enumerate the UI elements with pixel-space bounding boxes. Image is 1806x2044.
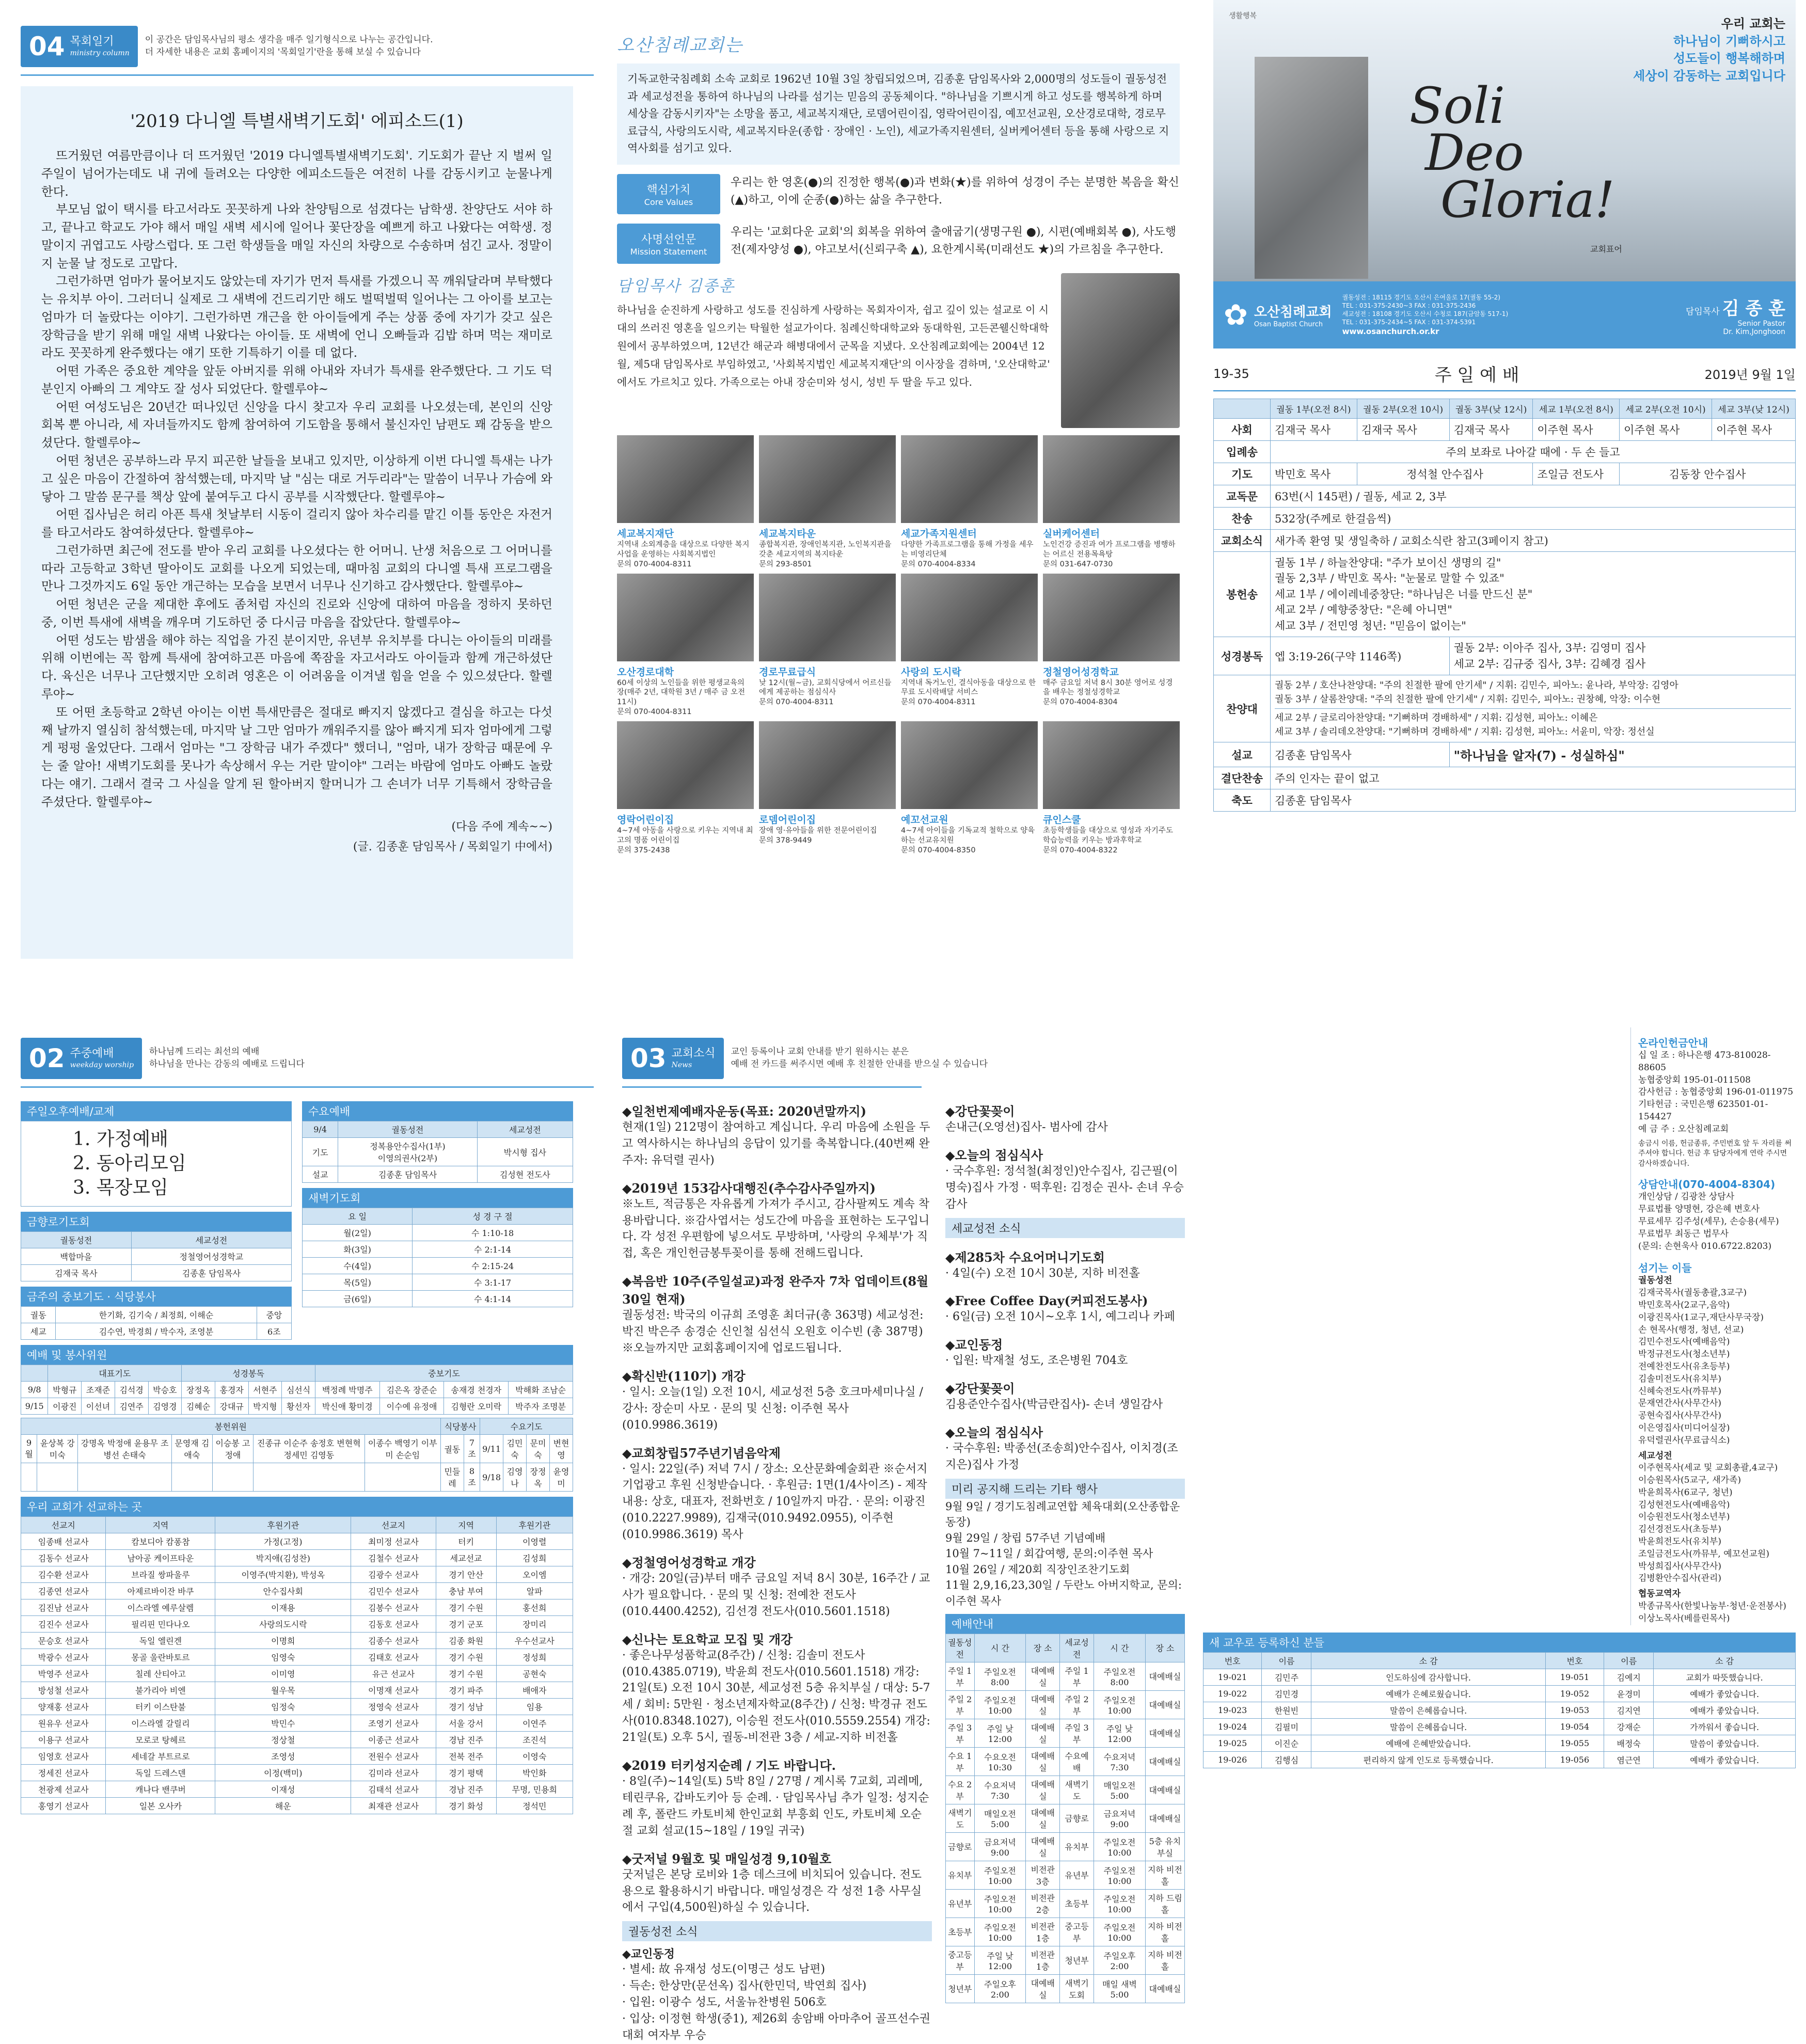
weekday-worship-page: 02 주중예배 weekday worship 하나님께 드리는 최선의 예배 하나님을 만나는 감동의 예배로 드립니다 주일오후예배/교제 1. 가정예배 2. 동아리모임 3. 목장모임 금향로기도회 궐동성전 세교성전 백합마을 정철영어성경학교 김재국 목사 김종훈 담임목사 금주의 중보기도 · 식당봉사 궐동 한기화, 김기숙 / 최정희, 이해순 중앙 세교 김수연, 박경희 / 박수자, 조영분 6조 수요예배 9/4 궐동성전 세교성전 기도 정복용안수집사(1부) 이영의권사(2부) 박시형 집사 설교 김종훈 담임목사 김성현 전도사 새벽기도회 요 일 성 경 구 절 월(2일) 수 1:10-18 화(3일) 수 2:1-14 수(4일) 수 2:15-24 목(5일) 수 3:1-17 금(6일) 수 4:1-14 예배 및 봉사위원 대표기도 성경봉독 중보기도 9/8 박형규 조재준 김석경 박승호 장정옥 홍경자 서현주 심선식 백정례 박명주 김은옥 장준순 송재경 천경자 박해화 조남순 9/15 이광진 이선녀 김연주 김영경 김혜순 강대규 박지형 황선자 박신애 황미경 이수예 유정애 김형란 오미락 박주자 조명분 봉헌위원 식당봉사 수요기도 9월 윤상복 강미숙 강명옥 박정애 윤용무 조병선 손태숙 문영재 김애숙 이승봉 고정애 진종규 이순주 송정호 변현혁 정세민 김영동 이종수 백영기 이부미 손순임 궐동 7조 9/11 김민숙 문미숙 변현영 민들레 8조 9/18 김영나 장정옥 윤영미 우리 교회가 선교하는 곳 선교지 지역 후원기관 선교지 지역 후원기관 임종배 선교사 캄보디아 캄퐁참 가정(고정) 최미정 선교사 터키 이영렬 김동수 선교사 남아공 케이프타운 박지애(김성찬) 김철수 선교사 세교선교 김성희 김수환 선교사 브라질 쌍파울루 이영주(박지환), 박성옥 김광수 선교사 경기 안산 오이엠 김종연 선교사 아제르바이잔 바쿠 안수집사회 김민수 선교사 충남 부여 알파 김진남 선교사 이스라엘 예루살렘 이재용 김봉수 선교사 경기 수원 홍선희 김진수 선교사 필리핀 민다나오 사랑의도시락 김동호 선교사 경기 군포 장미리 문승호 선교사 독일 엘린겐 이명희 김종수 선교사 김종 화원 우수선교사 박광수 선교사 몽골 울란바토르 임영숙 김태호 선교사 경기 수원 정성희 박영주 선교사 칠레 산티아고 이미영 유근 선교사 경기 수원 공현숙 방성철 선교사 불가리아 비엔 월우목 이명재 선교사 경기 파주 배애자 양재홍 선교사 터키 이스탄불 임정숙 정영숙 선교사 경기 성남 임용 원유우 선교사 이스라엘 갈릴리 박민수 조영기 선교사 서울 강서 이연주 이용구 선교사 모로코 탕헤르 정상철 이종근 선교사 경남 진주 조진석 임영호 선교사 세네갈 부트르로 조영성 전원수 선교사 전북 전주 이영숙 정세진 선교사 독일 드레스덴 이정(백미) 김미라 선교사 경기 평택 박인화 천광제 선교사 캐나다 밴쿠버 이재성 김태석 선교사 경남 진주 무명, 민용희 홍영기 선교사 일본 오사카 해운 최재관 선교사 경기 화성 정석민 [0, 1012, 594, 1994]
table-row: 주일 2부 주일오전 10:00 대예배실 주일 2부 주일오전 10:00 대예배실 [946, 1690, 1185, 1719]
ministry-name: 오산경로대학 [617, 666, 674, 678]
ministry-name: 실버케어센터 [1043, 528, 1100, 540]
ministry-tel: 문의 070-4004-8304 [1043, 698, 1118, 707]
table-header: 선교지 지역 후원기관 선교지 지역 후원기관 [21, 1517, 573, 1533]
pastor-bio: 하나님을 순진하게 사랑하고 성도를 진심하게 사랑하는 목회자이자, 쉽고 깊이 있는 설교로 이 시대의 쓰러진 영혼을 일으키는 탁월한 설교가이다. 침례신학대학교와 동대학원, 고든콘웰신학대학원에서 공부하였으며, 12년간 해군과 해병대에서 군목을 지냈다. 오산침례교회에는 2004년 12월, 제5대 담임목사로 부임하였고, '사회복지법인 세교복지재단'의 이사장을 겸하며, '오산대학교' 에서도 가르치고 있다. 가족으로는 아내 장순미와 성시, 성빈 두 딸을 두고 있다. [617, 303, 1050, 388]
list-item: · 별세: 故 유재성 성도(이명근 성도 남편) [622, 1963, 826, 1976]
list-item: 김솔미전도사(유치부) [1638, 1373, 1722, 1384]
church-intro: 기독교한국침례회 소속 교회로 1962년 10월 3일 창립되었으며, 김종훈 담임목사와 2,000명의 성도들이 궐동성전과 세교성전을 통하여 하나님의 나라를 섬기는 믿음의 공동체이다. "하나님을 기쁘시게 하고 성도를 행복하게 하며 세상을 감동시키자"는 소망을 품고, 세교복지재단, 로뎀어린이집, 영락어린이집, 예꼬선교원, 오산경로대학, 경로무료급식, 사랑의도시락, 세교복지타운(종합 · 장애인 · 노인), 세교가족지원센터, 실버케어센터 등을 통해 사랑으로 지역사회를 섬기고 있다. [617, 64, 1180, 165]
news-right-column: ◆강단꽃꽂이 손내근(오영선)집사- 범사에 감사 ◆오늘의 점심식사 · 국수후원: 정석철(최정인)안수집사, 김근필(이명숙)집사 가정 · 떡후원: 김정순 권사- 손녀 우승감사 세교성전 소식 ◆제285차 수요어머니기도회 · 4일(수) 오전 10시 30분, 지하 비전홀 ◆Free Coffee Day(커피전도봉사) · 6일(금) 오전 10시~오후 1시, 예그리나 카페 ◆교인동정 · 입원: 박재철 성도, 조은병원 704호 ◆강단꽃꽂이 김용준안수집사(박금란집사)- 손녀 생일감사 ◆오늘의 점심식사 · 국수후원: 박종선(조송희)안수집사, 이치경(조지은)집사 가정 미리 공지해 드리는 기타 행사 9월 9일 / 경기도침례교연합 체육대회(오산종합운동장) 9월 29일 / 창립 57주년 기념예배 10월 7~11일 / 회갑여행, 문의:이주현 목사 10월 26일 / 제20회 직장인조찬기도회 11월 2,9,16,23,30일 / 두란노 아버지학교, 문의:이주현 목사 예배안내 궐동성전 시 간 장 소 세교성전 시 간 장 소 주일 1부 주일오전 8:00 대예배실 주일 1부 주일오전 8:00 대예배실 주일 2부 주일오전 10:00 대예배실 주일 2부 주일오전 10:00 대예배실 주일 3부 주일 낮 12:00 대예배실 주일 3부 주일 낮 12:00 대예배실 수요 1부 수요오전 10:30 대예배실 수요예배 수요저녁 7:30 대예배실 수요 2부 수요저녁 7:30 대예배실 새벽기도 매일오전 5:00 대예배실 새벽기도 매일오전 5:00 대예배실 금향로 금요저녁 9:00 대예배실 금향로 금요저녁 9:00 대예배실 유치부 주일오전 10:00 5층 유치부실 유치부 주일오전 10:00 비전관 3층 유년부 주일오전 10:00 지하 비전홀 유년부 주일오전 10:00 비전관 2층 초등부 주일오전 10:00 지하 드림홀 초등부 주일오전 10:00 비전관 1층 중고등부 주일오전 10:00 지하 비전홀 중고등부 주일 낮 12:00 비전관 1층 청년부 주일오후 2:00 지하 비전홀 청년부 주일오후 2:00 대예배실 새벽기도회 매일 새벽 5:00 대예배실 [945, 1092, 1185, 2044]
table-row: 새벽기도 매일오전 5:00 대예배실 금향로 금요저녁 9:00 대예배실 [946, 1804, 1185, 1832]
list-item: 김민수전도사(예배음악) [1638, 1337, 1730, 1348]
table-row: 목(5일) 수 3:1-17 [303, 1274, 573, 1291]
news-body: 김용준안수집사(박금란집사)- 손녀 생일감사 [945, 1398, 1163, 1412]
table-row: 박영주 선교사 칠레 산티아고 이미영 유근 선교사 경기 수원 공현숙 [21, 1666, 573, 1682]
column-paragraph: 그런가하면 엄마가 물어보지도 않았는데 자기가 먼저 특새를 가겠으니 꼭 깨워달라며 부탁했다는 유치부 아이. 그러더니 실제로 그 새벽에 건드리기만 해도 벌떡벌떡 일어나는 그 아이를 보고는 엄마가 더 놀랐다는 이야기. 그런가하면 개근을 한 아이들에게 주는 상품 중에 자기가 갖고 싶은 장학금을 받기 위해 매일 새벽 나왔다는 아이들. 또 새벽에 언니 오빠들과 김밥 하며 먹는 재미로라도 꼿꼿하게 완주했다는 얘기 또한 기특하기 이를 데 없다. [41, 274, 552, 360]
divider [21, 74, 594, 76]
church-intro-page [601, 0, 1195, 981]
ministry-tel: 문의 070-4004-8311 [617, 560, 692, 568]
table-row: 19-026 김행심 편리하지 않게 인도로 등록했습니다. 19-056 염근연 예배가 좋았습니다. [1203, 1751, 1796, 1768]
news-heading: ◆제285차 수요어머니기도회 [945, 1249, 1105, 1265]
list-item: · 득손: 한상만(문선옥) 집사(한민덕, 박연희 집사) [622, 1979, 867, 1993]
table-row: 유년부 주일오전 10:00 비전관 2층 초등부 주일오전 10:00 지하 드림홀 [946, 1889, 1185, 1918]
worship-table: 궐동 1부(오전 8시) 궐동 2부(오전 10시) 궐동 3부(낮 12시) 세교 1부(오전 8시) 세교 2부(오전 10시) 세교 3부(낮 12시) 사회 김재국 목사 김재국 목사 김재국 목사 이주현 목사 이주현 목사 이주현 목사 입례송 주의 보좌로 나아갈 때에 · 두 손 들고 기도 박민호 목사 정석철 안수집사 조일금 전도사 김동창 안수집사 교독문 63번(시 145편) / 궐동, 세교 2, 3부 찬송 532장(주께로 한걸음씩) 교회소식 새가족 환영 및 생일축하 / 교회소식란 참고(3페이지 참고) 봉헌송 궐동 1부 / 하늘찬양대: "주가 보이신 생명의 길" 궐동 2,3부 / 박민호 목사: "눈물로 말할 수 있죠" 세교 1부 / 에이레네중창단: "하나님은 너를 만드신 분" 세교 2부 / 예향중창단: "은혜 아니면" 세교 3부 / 전민영 청년: "믿음이 없이는" 성경봉독 엡 3:19-26(구약 1146쪽) 궐동 2부: 이아주 집사, 3부: 김영미 집사 세교 2부: 김규중 집사, 3부: 김혜경 집사 찬양대 궐동 2부 / 호산나찬양대: "주의 친절한 팔에 안기세" / 지휘: 김민수, 피아노: 윤나라, 부악장: 김영아 궐동 3부 / 살롬찬양대: "주의 친절한 팔에 안기세" / 지휘: 김민수, 피아노: 권창혜, 악장: 이수현 세교 2부 / 글로리아찬양대: "기뻐하며 경배하세" / 지휘: 김성현, 피아노: 이혜은 세교 3부 / 솔리데오찬양대: "기뻐하며 경배하세" / 지휘: 김성현, 피아노: 서윤미, 악장: 정선실 설교 김종훈 담임목사 "하나님을 알자(7) - 성실하심" 결단찬송 주의 인자는 끝이 없고 축도 김종훈 담임목사 [1213, 399, 1796, 812]
news-body: · 좋은나무성품학교(8주간) / 신청: 김솔미 전도사(010.4385.0719), 박윤희 전도사(010.5601.1518) 개강: 21일(토) 오전 10시 30분, 세교성전 5층 유치부실 / 대상: 5-7세 / 회비: 5만원 · 청소년제자학교(8주간) / 신청: 박경규 전도사(010.8348.1027), 이승원 전도사(010.5559.2554) 개강: 21일(토) 오후 5시, 궐동-비전관 3층 / 세교-지하 비전홀 [622, 1649, 930, 1745]
list-item: 감사헌금 : 농협중앙회 196-01-011975 [1638, 1087, 1794, 1098]
table-row: 김동수 선교사 남아공 케이프타운 박지애(김성찬) 김철수 선교사 세교선교 김성희 [21, 1550, 573, 1566]
news-heading: ◆신나는 토요학교 모집 및 개강 [622, 1631, 793, 1647]
core-values: 핵심가치 Core Values 우리는 한 영혼(●)의 진정한 행복(●)과 변화(★)를 위하여 성경이 주는 분명한 복음을 확신(▲)하고, 이에 순종(●)하는 삶을 추구한다. [617, 174, 1180, 214]
table-row: 금(6일) 수 4:1-14 [303, 1291, 573, 1307]
list-item: 박민호목사(2교구,음악) [1638, 1300, 1730, 1310]
list-item: 예 금 주 : 오산침례교회 [1638, 1123, 1729, 1134]
list-item: 박종규목사(한빛나눔부·청년·운전봉사) [1638, 1601, 1786, 1612]
news-body: · 국수후원: 박종선(조송희)안수집사, 이치경(조지은)집사 가정 [945, 1442, 1178, 1472]
table-row: 월(2일) 수 1:10-18 [303, 1225, 573, 1241]
news-body: · 입원: 박재철 성도, 조은병원 704호 [945, 1354, 1128, 1368]
table-row: 수요 2부 수요저녁 7:30 대예배실 새벽기도 매일오전 5:00 대예배실 [946, 1776, 1185, 1804]
table-row: 김진남 선교사 이스라엘 예루살렘 이재용 김봉수 선교사 경기 수원 홍선희 [21, 1599, 573, 1616]
sunday-afternoon-list: 1. 가정예배 2. 동아리모임 3. 목장모임 [21, 1121, 292, 1207]
ministry-name: 예꼬선교원 [901, 814, 948, 826]
list-item: 이광진목사(1교구,재단사무국장) [1638, 1312, 1764, 1323]
ministry-desc: 지역내 독거노인, 결식아동을 대상으로 한 무료 도시락배달 서비스 [901, 678, 1036, 697]
table-row: 수(4일) 수 2:15-24 [303, 1258, 573, 1274]
intercession-table: 궐동 한기화, 김기숙 / 최정희, 이해순 중앙 세교 김수연, 박경희 / 박수자, 조영분 6조 [21, 1306, 292, 1340]
column-paragraph: 뜨거웠던 여름만큼이나 더 뜨거웠던 '2019 다니엘특별새벽기도회'. 기도회가 끝난 지 벌써 일주일이 넘어가는데도 내 귀에 들려오는 다양한 에피소드들은 여전히 나를 감동시키고 눈물나게 한다. [41, 148, 552, 199]
table-row: 주일 3부 주일 낮 12:00 대예배실 주일 3부 주일 낮 12:00 대예배실 [946, 1719, 1185, 1747]
list-item: 김병환안수집사(관리) [1638, 1573, 1722, 1584]
table-row: 민들레 8조 9/18 김영나 장정옥 윤영미 [21, 1463, 573, 1492]
cover-page [1203, 0, 1806, 981]
list-item: 이승원목사(5교구, 새가족) [1638, 1475, 1741, 1486]
ministry-photo [617, 721, 754, 809]
list-item: 박윤희목사(6교구, 청년) [1638, 1487, 1733, 1498]
list-item: 공현숙집사(사무간사) [1638, 1411, 1722, 1421]
news-heading: ◆복음반 10주(주일설교)과정 완주자 7차 업데이트(8월 30일 현재) [622, 1274, 929, 1307]
order-of-worship: 19-35 주 일 예 배 2019년 9월 1일 궐동 1부(오전 8시) 궐동 2부(오전 10시) 궐동 3부(낮 12시) 세교 1부(오전 8시) 세교 2부(오전 10시) 세교 3부(낮 12시) 사회 김재국 목사 김재국 목사 김재국 목사 이주현 목사 이주현 목사 이주현 목사 입례송 주의 보좌로 나아갈 때에 · 두 손 들고 기도 박민호 목사 정석철 안수집사 조일금 전도사 김동창 안수집사 교독문 63번(시 145편) / 궐동, 세교 2, 3부 찬송 532장(주께로 한걸음씩) 교회소식 새가족 환영 및 생일축하 / 교회소식란 참고(3페이지 참고) 봉헌송 궐동 1부 / 하늘찬양대: "주가 보이신 생명의 길" 궐동 2,3부 / 박민호 목사: "눈물로 말할 수 있죠" 세교 1부 / 에이레네중창단: "하나님은 너를 만드신 분" 세교 2부 / 예향중창단: "은혜 아니면" 세교 3부 / 전민영 청년: "믿음이 없이는" 성경봉독 엡 3:19-26(구약 1146쪽) 궐동 2부: 이아주 집사, 3부: 김영미 집사 세교 2부: 김규중 집사, 3부: 김혜경 집사 찬양대 궐동 2부 / 호산나찬양대: "주의 친절한 팔에 안기세" / 지휘: 김민수, 피아노: 윤나라, 부악장: 김영아 궐동 3부 / 살롬찬양대: "주의 친절한 팔에 안기세" / 지휘: 김민수, 피아노: 권창혜, 악장: 이수현 세교 2부 / 글로리아찬양대: "기뻐하며 경배하세" / 지휘: 김성현, 피아노: 이혜은 세교 3부 / 솔리데오찬양대: "기뻐하며 경배하세" / 지휘: 김성현, 피아노: 서윤미, 악장: 정선실 설교 김종훈 담임목사 "하나님을 알자(7) - 성실하심" 결단찬송 주의 인자는 끝이 없고 축도 김종훈 담임목사 [1213, 361, 1796, 812]
news-body: 현재(1일) 212명이 참여하고 계십니다. 우리 마음에 소원을 두고 역사하시는 하나님의 응답이 있기를 축복합니다.(40번째 완주자: 유덕렬 권사) [622, 1121, 930, 1167]
ministry-photo [901, 574, 1038, 661]
list-item: 박윤희전도사(유치부) [1638, 1536, 1722, 1547]
list-item: 이주현목사(세교 및 교회총괄,4교구) [1638, 1463, 1778, 1473]
list-item: 개인상담 / 김광찬 상담사 [1638, 1192, 1735, 1202]
service-schedule-table [945, 1634, 1185, 2003]
church-url[interactable]: www.osanchurch.or.kr [1342, 327, 1439, 337]
column-paragraph: 어떤 집사님은 허리 아픈 특새 첫날부터 시동이 걸리지 않아 차수리를 맡긴 이틀 동안은 자전거를 타고서라도 참여하셨단다. 할렐루야~ [41, 507, 552, 540]
list-item: 이은영집사(미디어실장) [1638, 1422, 1730, 1433]
news-heading: ◆강단꽃꽂이 [945, 1381, 1015, 1397]
ministry-item [759, 721, 896, 855]
list-item: 이상노목사(베를린목사) [1638, 1613, 1730, 1624]
ministry-desc: 60세 이상의 노인들을 위한 평생교육의 장(매주 2년, 대학원 3년 / 매주 금 오전 11시) [617, 678, 745, 707]
list-item: 9월 29일 / 창립 57주년 기념예배 [945, 1531, 1106, 1544]
table-row: 중고등부 주일 낮 12:00 비전관 1층 청년부 주일오후 2:00 지하 비전홀 [946, 1946, 1185, 1974]
table-row: 수요 1부 수요오전 10:30 대예배실 수요예배 수요저녁 7:30 대예배실 [946, 1747, 1185, 1776]
list-item: 기타헌금 : 국민은행 623501-01-154427 [1638, 1099, 1768, 1122]
list-item: 십 일 조 : 하나은행 473-810028-88605 [1638, 1050, 1771, 1073]
info-sidebar: 온라인헌금안내 십 일 조 : 하나은행 473-810028-88605 농협중앙회 195-01-011508 감사헌금 : 농협중앙회 196-01-011975 기타헌금 : 국민은행 623501-01-154427 예 금 주 : 오산침례교회 송금시 이름, 헌금종류, 주민번호 앞 두 자리를 써주셔야 합니다. 헌금 후 담당자에게 연락 주시면 감사하겠습니다. 상담안내(070-4004-8304) 개인상담 / 김광찬 상담사 무료법률 양명현, 강은혜 변호사 무료세무 김주성(세무), 손승용(세무) 무료법무 최동근 법무사 (문의: 손현욱사 010.6722.8203) 섬기는 이들 궐동성전 김재국목사(궐동총괄,3교구) 박민호목사(2교구,음악) 이광진목사(1교구,재단사무국장) 손 현목사(행정, 청년, 선교) 김민수전도사(예배음악) 박정규전도사(청소년부) 전예찬전도사(유초등부) 김솔미전도사(유치부) 신혜숙전도사(까뮤부) 문재연간사(사무간사) 공현숙집사(사무간사) 이은영집사(미디어실장) 유덕렬권사(무료급식소) 세교성전 이주현목사(세교 및 교회총괄,4교구) 이승원목사(5교구, 새가족) 박윤희목사(6교구, 청년) 김성현전도사(예배음악) 이승원전도사(청소년부) 김선경전도사(초등부) 박윤희전도사(유치부) 조일금전도사(까뮤부, 예꼬선교원) 박성희집사(사무간사) 김병환안수집사(관리) 협동교역자 박종규목사(한빛나눔부·청년·운전봉사) 이상노목사(베를린목사) [1630, 1027, 1796, 1625]
table-row: 19-025 이진순 예배에 은혜받았습니다. 19-055 배정숙 말씀이 좋았습니다. [1203, 1735, 1796, 1751]
column-paragraph: 어떤 청년은 공부하느라 무지 피곤한 날들을 보내고 있지만, 이상하게 이번 다니엘 특새는 나가고 싶은 마음이 간절하여 참석했는데, 마지막 날 "심는 대로 거두리라"는 말씀이 너무나 가슴에 와 닿아 그 말씀 문구를 책상 앞에 붙여두고 다시 공부를 시작했단다. 할렐루야~ [41, 453, 552, 504]
table-row: 화(3일) 수 2:1-14 [303, 1241, 573, 1258]
ministry-name: 정철영어성경학교 [1043, 666, 1119, 678]
list-item: · 입상: 이정현 학생(중1), 제26회 송암배 아마추어 골프선수권대회 여자부 우승 [622, 2012, 931, 2042]
ministry-item [901, 721, 1038, 855]
news-heading: ◆강단꽃꽂이 [945, 1104, 1015, 1119]
table-row: 홍영기 선교사 일본 오사카 해운 최재관 선교사 경기 화성 정석민 [21, 1798, 573, 1814]
ministry-tel: 문의 070-4004-8311 [759, 698, 834, 707]
list-item: 전예찬전도사(유초등부) [1638, 1361, 1730, 1372]
news-page: 03 교회소식 News 교인 등록이나 교회 안내를 받기 원하시는 분은 예배 전 카드를 써주시면 예배 후 친절한 안내를 받으실 수 있습니다 ◆일천번제예배자운동(목표: 2020년말까지) 현재(1일) 212명이 참여하고 계십니다. 우리 마음에 소원을 두고 역사하시는 하나님의 응답이 있기를 축복합니다.(40번째 완주자: 유덕렬 권사) ◆2019년 153감사대행진(추수감사주일까지) ※노트, 적금통은 자유롭게 가져가 주시고, 감사팔찌도 계속 착용바랍니다. ※감사엽서는 성도간에 마음을 표현하는 도구입니다. 각 성전 우편함에 넣으셔도 무방하며, '사랑의 우체부'가 직접, 혹은 개인헌금봉투꽂이를 통해 전해드립니다. ◆복음반 10주(주일설교)과정 완주자 7차 업데이트(8월 30일 현재) 궐동성전: 박국의 이규희 조영훈 최더규(총 363명) 세교성전: 박진 박은주 송경순 신인철 심선식 오원호 이수빈 (총 387명) ※오늘까지만 교회홈페이지에 업로드됩니다. ◆확신반(110기) 개강 · 일시: 오늘(1일) 오전 10시, 세교성전 5층 호크마세미나실 / 강사: 장순미 사모 · 문의 및 신청: 이주현 목사(010.9986.3619) ◆교회창립57주년기념음악제 · 일시: 22일(주) 저녁 7시 / 장소: 오산문화예술회관 ※순서지 기업광고 후원 신청받습니다. · 후원금: 1면(1/4사이즈) - 제작내용: 상호, 대표자, 전화번호 / 10일까지 마감. · 문의: 이광진(010.2227.9989), 김재국(010.9492.0955), 이주현(010.9986.3619) 목사 ◆정철영어성경학교 개강 · 개강: 20일(금)부터 매주 금요일 저녁 8시 30분, 16주간 / 교사가 필요합니다. · 문의 및 신청: 전예찬 전도사(010.4400.4252), 김선경 전도사(010.5601.1518) ◆신나는 토요학교 모집 및 개강 · 좋은나무성품학교(8주간) / 신청: 김솔미 전도사(010.4385.0719), 박윤희 전도사(010.5601.1518) 개강: 21일(토) 오전 10시 30분, 세교성전 5층 유치부실 / 대상: 5-7세 / 회비: 5만원 · 청소년제자학교(8주간) / 신청: 박경규 전도사(010.8348.1027), 이승원 전도사(010.5559.2554) 개강: 21일(토) 오후 5시, 궐동-비전관 3층 / 세교-지하 비전홀 ◆2019 터키성지순례 / 기도 바랍니다. · 8일(주)~14일(토) 5박 8일 / 27명 / 계시록 7교회, 괴레메, 테린쿠유, 갑바도키아 등 순례. · 담임목사님 추가 일정: 성지순례 후, 폴란드 카토비체 한인교회 부흥회 인도, 카토비체 오순절 교회 설교(15~18일 / 19일 귀국) ◆굿저널 9월호 및 매일성경 9,10월호 굿저널은 본당 로비와 1층 데스크에 비치되어 있습니다. 전도용으로 활용하시기 바랍니다. 매일성경은 각 성전 1층 사무실에서 구입(4,500원)하실 수 있습니다. 궐동성전 소식 ◆교인동정 · 별세: 故 유재성 성도(이명근 성도 남편) · 득손: 한상만(문선옥) 집사(한민덕, 박연희 집사) · 입원: 이광수 성도, 서울뉴찬병원 506호 · 입상: 이정현 학생(중1), 제26회 송암배 아마추어 골프선수권대회 여자부 우승 ◆강단꽃꽂이 손내근(오영선)집사- 범사에 감사 ◆오늘의 점심식사 · 국수후원: 정석철(최정인)안수집사, 김근필(이명숙)집사 가정 · 떡후원: 김정순 권사- 손녀 우승감사 세교성전 소식 ◆제285차 수요어머니기도회 · 4일(수) 오전 10시 30분, 지하 비전홀 ◆Free Coffee Day(커피전도봉사) · 6일(금) 오전 10시~오후 1시, 예그리나 카페 ◆교인동정 · 입원: 박재철 성도, 조은병원 704호 ◆강단꽃꽂이 김용준안수집사(박금란집사)- 손녀 생일감사 ◆오늘의 점심식사 · 국수후원: 박종선(조송희)안수집사, 이치경(조지은)집사 가정 미리 공지해 드리는 기타 행사 9월 9일 / 경기도침례교연합 체육대회(오산종합운동장) 9월 29일 / 창립 57주년 기념예배 10월 7~11일 / 회갑여행, 문의:이주현 목사 10월 26일 / 제20회 직장인조찬기도회 11월 2,9,16,23,30일 / 두란노 아버지학교, 문의:이주현 목사 예배안내 궐동성전 시 간 장 소 세교성전 시 간 장 소 주일 1부 주일오전 8:00 대예배실 주일 1부 주일오전 8:00 대예배실 주일 2부 주일오전 10:00 대예배실 주일 2부 주일오전 10:00 대예배실 주일 3부 주일 낮 12:00 대예배실 주일 3부 주일 낮 12:00 대예배실 수요 1부 수요오전 10:30 대예배실 수요예배 수요저녁 7:30 대예배실 수요 2부 수요저녁 7:30 대예배실 새벽기도 매일오전 5:00 대예배실 새벽기도 매일오전 5:00 대예배실 금향로 금요저녁 9:00 대예배실 금향로 금요저녁 9:00 대예배실 유치부 주일오전 10:00 5층 유치부실 유치부 주일오전 10:00 비전관 3층 유년부 주일오전 10:00 지하 비전홀 유년부 주일오전 10:00 비전관 2층 초등부 주일오전 10:00 지하 드림홀 초등부 주일오전 10:00 비전관 1층 중고등부 주일오전 10:00 지하 비전홀 중고등부 주일 낮 12:00 비전관 1층 청년부 주일오후 2:00 지하 비전홀 청년부 주일오후 2:00 대예배실 새벽기도회 매일 새벽 5:00 대예배실 [601, 1012, 1195, 1994]
ministry-photo [759, 435, 896, 523]
table-header: 봉헌위원 식당봉사 수요기도 [21, 1418, 573, 1435]
table-row: 9/15 이광진 이선녀 김연주 김영경 김혜순 강대규 박지형 황선자 박신애 황미경 이수예 유정애 김형란 오미락 박주자 조명분 [21, 1398, 573, 1415]
news-heading: ◆일천번제예배자운동(목표: 2020년말까지) [622, 1104, 866, 1119]
ministry-desc: 낮 12시(월~금), 교회식당에서 어르신들에게 제공하는 점심식사 [759, 678, 892, 697]
list-item: 손 현목사(행정, 청년, 선교) [1638, 1324, 1744, 1335]
ministry-item [1043, 721, 1180, 855]
list-item: 박성희집사(사무간사) [1638, 1561, 1722, 1572]
ministry-item [617, 574, 754, 717]
table-row: 방성철 선교사 불가리아 비엔 월우목 이명재 선교사 경기 파주 배애자 [21, 1682, 573, 1699]
ministry-name: 경로무료급식 [759, 666, 816, 678]
table-row: 임영호 선교사 세네갈 부트르로 조영성 전원수 선교사 전북 전주 이영숙 [21, 1748, 573, 1765]
news-heading: ◆2019년 153감사대행진(추수감사주일까지) [622, 1180, 876, 1196]
table-row: 19-023 한원빈 말씀이 은혜롭습니다. 19-053 김지연 예배가 좋았습니다. [1203, 1702, 1796, 1718]
table-row: 양재홍 선교사 터키 이스탄불 임정숙 정영숙 선교사 경기 성남 임용 [21, 1699, 573, 1715]
table-row: 원유우 선교사 이스라엘 갈릴리 박민수 조영기 선교사 서울 강서 이연주 [21, 1715, 573, 1732]
ministry-desc: 4~7세 아동을 사랑으로 키우는 지역내 최고의 명품 어린이집 [617, 826, 753, 845]
table-row: 초등부 주일오전 10:00 비전관 1층 중고등부 주일오전 10:00 지하 비전홀 [946, 1918, 1185, 1946]
dawn-prayer-table [302, 1208, 573, 1307]
table-row: 임종배 선교사 캄보디아 캄퐁참 가정(고정) 최미정 선교사 터키 이영렬 [21, 1533, 573, 1550]
ministry-tel: 문의 378-9449 [759, 836, 812, 845]
sunday-afternoon-heading: 주일오후예배/교제 [21, 1101, 292, 1121]
news-heading: ◆굿저널 9월호 및 매일성경 9,10월호 [622, 1851, 832, 1866]
table-row: 유치부 주일오전 10:00 비전관 3층 유년부 주일오전 10:00 지하 비전홀 [946, 1861, 1185, 1889]
ministry-tel: 문의 070-4004-8311 [617, 708, 692, 717]
news-body: · 국수후원: 정석철(최정인)안수집사, 김근필(이명숙)집사 가정 · 떡후원: 김정순 권사- 손녀 우승감사 [945, 1164, 1184, 1211]
list-item: 9월 9일 / 경기도침례교연합 체육대회(오산종합운동장) [945, 1500, 1180, 1529]
ministry-desc: 초등학생들을 대상으로 영성과 자기주도 학습능력을 키우는 방과후학교 [1043, 826, 1173, 845]
ministry-photo [1043, 574, 1180, 661]
friday-prayer-table: 궐동성전 세교성전 백합마을 정철영어성경학교 김재국 목사 김종훈 담임목사 [21, 1231, 292, 1281]
continued-note: (다음 주에 계속~~) [451, 820, 552, 834]
news-heading: ◆교회창립57주년기념음악제 [622, 1445, 781, 1461]
duty-table [21, 1365, 573, 1415]
ministry-name: 사랑의 도시락 [901, 666, 961, 678]
ministry-item [617, 435, 754, 569]
table-row: 19-024 김필미 말씀이 은혜롭습니다. 19-054 강재순 가까워서 좋습니다. [1203, 1718, 1796, 1735]
ministry-desc: 매주 금요일 저녁 8시 30분 영어로 성경을 배우는 정철성경학교 [1043, 678, 1173, 697]
news-body: · 일시: 오늘(1일) 오전 10시, 세교성전 5층 호크마세미나실 / 강사: 장순미 사모 · 문의 및 신청: 이주현 목사(010.9986.3619) [622, 1385, 923, 1432]
section-description: 이 공간은 담임목사님의 평소 생각을 매주 일기형식으로 나누는 공간입니다. 더 자세한 내용은 교회 홈페이지의 '목회일기'란을 통해 보실 수 있습니다 [145, 35, 433, 57]
section-badge: 02 주중예배 weekday worship [21, 1038, 142, 1079]
church-info-bar: ✿ 오산침례교회 Osan Baptist Church 궐동성전 : 18115 경기도 오산시 은여울로 17(궐동 55-2) TEL : 031-375-2430~3 FAX : 031-375-2436 세교성전 : 18108 경기도 오산시 수청로 187(금암동 517-1) TEL : 031-375-2434~5 FAX : 031-374-5391 www.osanchurch.or.kr 담임목사 김 종 훈 Senior Pastor Dr. Kim,Jonghoon [1213, 281, 1796, 348]
ministry-tel: 문의 070-4004-8334 [901, 560, 976, 568]
table-row: 천광제 선교사 캐나다 밴쿠버 이재성 김태석 선교사 경남 진주 무명, 민용희 [21, 1781, 573, 1798]
offering-table [21, 1418, 573, 1492]
cover-image [1213, 0, 1796, 281]
table-header: 궐동성전 시 간 장 소 세교성전 시 간 장 소 [946, 1634, 1185, 1662]
ministry-grid [617, 435, 1180, 855]
ministry-tel: 문의 293-8501 [759, 560, 812, 568]
motto-label: 교회표어 [1590, 244, 1622, 254]
table-row: 이용구 선교사 모로코 탕헤르 정상철 이종근 선교사 경남 진주 조진석 [21, 1732, 573, 1748]
table-row: 청년부 주일오후 2:00 대예배실 새벽기도회 매일 새벽 5:00 대예배실 [946, 1974, 1185, 2003]
table-header: 번호 이름 소 감 번호 이름 소 감 [1203, 1652, 1796, 1669]
list-item: (문의: 손현욱사 010.6722.8203) [1638, 1241, 1772, 1251]
ministry-item [759, 435, 896, 569]
column-paragraph: 어떤 성도는 밤샘을 해야 하는 직업을 가진 분이지만, 유년부 유치부를 다니는 아이들의 미래를 위해 이번에는 꼭 함께 특새에 참여하고픈 마음에 쪽잠을 자고서라도 아이들과 함께 개근하셨단다. 육신은 너무나 고단했지만 오히려 영혼은 이 어려움을 이겨낼 힘을 얻을 수 있으셨단다. 할렐루야~ [41, 632, 552, 701]
table-row: 김종연 선교사 아제르바이잔 바쿠 안수집사회 김민수 선교사 충남 부여 알파 [21, 1583, 573, 1599]
table-row: 9월 윤상복 강미숙 강명옥 박정애 윤용무 조병선 손태숙 문영재 김애숙 이승봉 고정애 진종규 이순주 송정호 변현혁 정세민 김영동 이종수 백영기 이부미 손순임 궐동 7조 9/11 김민숙 문미숙 변현영 [21, 1435, 573, 1463]
ministry-item [759, 574, 896, 717]
ministry-photo [759, 574, 896, 661]
news-heading: ◆Free Coffee Day(커피전도봉사) [945, 1293, 1148, 1309]
table-header: 요 일 성 경 구 절 [303, 1208, 573, 1225]
news-body: ※노트, 적금통은 자유롭게 가져가 주시고, 감사팔찌도 계속 착용바랍니다. ※감사엽서는 성도간에 마음을 표현하는 도구입니다. 각 성전 우편함에 넣으셔도 무방하며, '사랑의 우체부'가 직접, 혹은 개인헌금봉투꽂이를 통해 전해드립니다. [622, 1197, 930, 1260]
column-paragraph: 또 어떤 초등학교 2학년 아이는 이번 특새만큼은 절대로 빠지지 않겠다고 결심을 하고는 다섯째 날까지 열심히 참석했는데, 마지막 날 그만 엄마가 깨워주지를 않아 빠지게 되자 엄마에게 그렇게 펑펑 울었단다. 그래서 엄마는 "그 장학금 내가 주겠다" 했더니, "엄마, 내가 장학금 때문에 우는 줄 알아! 새벽기도회를 못나가 속상해서 우는 거란 말이야" 그러는 바람에 엄마도 아빠도 놀랐다는 얘기. 그래서 결국 그 사실을 알게 된 할아버지 할머니가 그 손녀가 너무 기특해서 장학금을 주셨단다. 할렐루야~ [41, 704, 552, 809]
ministry-name: 영락어린이집 [617, 814, 674, 826]
table-row: 문승호 선교사 독일 엘린겐 이명희 김종수 선교사 김종 화원 우수선교사 [21, 1633, 573, 1649]
news-heading: ◆확신반(110기) 개강 [622, 1368, 746, 1384]
table-row: 김진수 선교사 필리핀 민다나오 사랑의도시락 김동호 선교사 경기 군포 장미리 [21, 1616, 573, 1633]
list-item: 무료법률 양명현, 강은혜 변호사 [1638, 1204, 1760, 1215]
news-body: 손내근(오영선)집사- 범사에 감사 [945, 1121, 1108, 1134]
table-row: 19-021 김민주 인도하심에 감사합니다. 19-051 김예지 교회가 따뜻했습니다. [1203, 1669, 1796, 1685]
list-item: 이승원전도사(청소년부) [1638, 1512, 1730, 1523]
news-body: · 8일(주)~14일(토) 5박 8일 / 27명 / 계시록 7교회, 괴레메, 테린쿠유, 갑바도키아 등 순례. · 담임목사님 추가 일정: 성지순례 후, 폴란드 카토비체 한인교회 부흥회 인도, 카토비체 오순절 교회 설교(15~18일 / 19일 귀국) [622, 1775, 929, 1837]
ministry-name: 세교복지재단 [617, 528, 674, 540]
pastor-heading: 담임목사 김종훈 [617, 277, 735, 295]
list-item: 조일금전도사(까뮤부, 예꼬선교원) [1638, 1548, 1769, 1559]
column-paragraph: 부모님 없이 택시를 타고서라도 꼿꼿하게 나와 찬양팀으로 섬겼다는 남학생. 찬양단도 서야 하고, 끝나고 학교도 가야 해서 매일 새벽 세시에 일어나 꽃단장을 예쁘게 하고 나왔다는 여학생. 정말이지 귀엽고도 사랑스럽다. 또 그런 학생들을 매일 자신의 차량으로 수송하며 섬긴 교사. 정말이지 눈물 날 정도로 고맙다. [41, 202, 552, 271]
table-row: 주일 1부 주일오전 8:00 대예배실 주일 1부 주일오전 8:00 대예배실 [946, 1662, 1185, 1690]
ministry-name: 큐인스쿨 [1043, 814, 1081, 826]
ministry-tel: 문의 070-4004-8311 [901, 698, 976, 707]
ministry-item [617, 721, 754, 855]
list-item: 10월 7~11일 / 회갑여행, 문의:이주현 목사 [945, 1547, 1153, 1560]
church-logo-icon: ✿ [1224, 298, 1248, 332]
ministry-tel: 문의 375-2438 [617, 846, 670, 854]
column-paragraph: 어떤 청년은 군을 제대한 후에도 좀처럼 자신의 진로와 신앙에 대하여 마음을 정하지 못하던 중, 이번 특새에 새벽을 깨우며 기도하던 중 다시금 마음을 잡았단다. 할렐루야~ [41, 597, 552, 629]
ministry-name: 로뎀어린이집 [759, 814, 816, 826]
table-row: 9/8 박형규 조재준 김석경 박승호 장정옥 홍경자 서현주 심선식 백정례 박명주 김은옥 장준순 송재경 천경자 박해화 조남순 [21, 1382, 573, 1398]
table-row: 김수환 선교사 브라질 쌍파울루 이영주(박지환), 박성옥 김광수 선교사 경기 안산 오이엠 [21, 1566, 573, 1583]
column-paragraph: 그런가하면 최근에 전도를 받아 우리 교회를 나오셨다는 한 어머니. 난생 처음으로 그 어머니를 따라 고등학교 3학년 딸아이도 교회를 나오게 되었는데, 때마침 교회의 다니엘 특새 프로그램을 만나 그것까지도 6일 동안 개근하는 모습을 보면서 너무나 신기하고 감사했단다. 할렐루야~ [41, 543, 552, 594]
list-item: 농협중앙회 195-01-011508 [1638, 1074, 1751, 1085]
info-sidebar-page: 온라인헌금안내 십 일 조 : 하나은행 473-810028-88605 농협중앙회 195-01-011508 감사헌금 : 농협중앙회 196-01-011975 기타헌금 : 국민은행 623501-01-154427 예 금 주 : 오산침례교회 송금시 이름, 헌금종류, 주민번호 앞 두 자리를 써주셔야 합니다. 헌금 후 담당자에게 연락 주시면 감사하겠습니다. 상담안내(070-4004-8304) 개인상담 / 김광찬 상담사 무료법률 양명현, 강은혜 변호사 무료세무 김주성(세무), 손승용(세무) 무료법무 최동근 법무사 (문의: 손현욱사 010.6722.8203) 섬기는 이들 궐동성전 김재국목사(궐동총괄,3교구) 박민호목사(2교구,음악) 이광진목사(1교구,재단사무국장) 손 현목사(행정, 청년, 선교) 김민수전도사(예배음악) 박정규전도사(청소년부) 전예찬전도사(유초등부) 김솔미전도사(유치부) 신혜숙전도사(까뮤부) 문재연간사(사무간사) 공현숙집사(사무간사) 이은영집사(미디어실장) 유덕렬권사(무료급식소) 세교성전 이주현목사(세교 및 교회총괄,4교구) 이승원목사(5교구, 새가족) 박윤희목사(6교구, 청년) 김성현전도사(예배음악) 이승원전도사(청소년부) 김선경전도사(초등부) 박윤희전도사(유치부) 조일금전도사(까뮤부, 예꼬선교원) 박성희집사(사무간사) 김병환안수집사(관리) 협동교역자 박종규목사(한빛나눔부·청년·운전봉사) 이상노목사(베를린목사) 새 교우로 등록하신 분들 번호 이름 소 감 번호 이름 소 감 19-021 김민주 인도하심에 감사합니다. 19-051 김예지 교회가 따뜻했습니다. 19-022 김민경 예배가 은혜로웠습니다. 19-052 윤경미 예배가 좋았습니다. 19-023 한원빈 말씀이 은혜롭습니다. 19-053 김지연 예배가 좋았습니다. 19-024 김필미 말씀이 은혜롭습니다. 19-054 강재순 가까워서 좋습니다. 19-025 이진순 예배에 은혜받았습니다. 19-055 배정숙 말씀이 좋았습니다. 19-026 김행심 편리하지 않게 인도로 등록했습니다. 19-056 염근연 예배가 좋았습니다. [1203, 1012, 1806, 1994]
wednesday-table: 9/4 궐동성전 세교성전 기도 정복용안수집사(1부) 이영의권사(2부) 박시형 집사 설교 김종훈 담임목사 김성현 전도사 [302, 1121, 573, 1183]
ministry-photo [1043, 435, 1180, 523]
church-building-image [1255, 57, 1368, 279]
ministry-photo [617, 574, 754, 661]
list-item: 김재국목사(궐동총괄,3교구) [1638, 1288, 1747, 1298]
news-body: 굿저널은 본당 로비와 1층 데스크에 비치되어 있습니다. 전도용으로 활용하시기 바랍니다. 매일성경은 각 성전 1층 사무실에서 구입(4,500원)하실 수 있습니다. [622, 1868, 922, 1914]
ministry-desc: 4~7세 아이들을 기독교적 철학으로 양육하는 선교유치원 [901, 826, 1035, 845]
ministry-photo [759, 721, 896, 809]
news-heading: ◆오늘의 점심식사 [945, 1147, 1043, 1163]
list-item: 무료세무 김주성(세무), 손승용(세무) [1638, 1216, 1779, 1227]
ministry-item [901, 435, 1038, 569]
list-item: 김성현전도사(예배음악) [1638, 1499, 1730, 1510]
table-row: 박광수 선교사 몽골 울란바토르 임영숙 김태호 선교사 경기 수원 정성희 [21, 1649, 573, 1666]
list-item: 문재연간사(사무간사) [1638, 1398, 1722, 1409]
ministry-item [1043, 574, 1180, 717]
list-item: 11월 2,9,16,23,30일 / 두란노 아버지학교, 문의:이주현 목사 [945, 1579, 1182, 1607]
ministry-item [1043, 435, 1180, 569]
missionary-table [21, 1516, 573, 1814]
ministry-item [901, 574, 1038, 717]
list-item: 신혜숙전도사(까뮤부) [1638, 1386, 1722, 1397]
section-badge: 04 목회일기 ministry column [21, 26, 138, 67]
pastor-photo [1061, 273, 1180, 428]
column-signature: (글. 김종훈 담임목사 / 목회일기 中에서) [353, 841, 552, 854]
ministry-tel: 문의 070-4004-8322 [1043, 846, 1118, 854]
table-header: 대표기도 성경봉독 중보기도 [21, 1365, 573, 1382]
cover-badge: 생활행복 [1229, 12, 1257, 20]
column-paragraph: 어떤 가족은 중요한 계약을 앞둔 아버지를 위해 아내와 자녀가 특새를 완주했단다. 그 기도 덕분인지 아빠의 그 계약도 잘 성사 되었단다. 할렐루야~ [41, 363, 552, 396]
list-item: 무료법무 최동근 법무사 [1638, 1228, 1729, 1239]
column-title: '2019 다니엘 특별새벽기도회' 에피소드(1) [130, 111, 464, 132]
cover-motto: Soli Deo Gloria! [1409, 77, 1615, 229]
ministry-photo [617, 435, 754, 523]
news-left-column: ◆일천번제예배자운동(목표: 2020년말까지) 현재(1일) 212명이 참여하고 계십니다. 우리 마음에 소원을 두고 역사하시는 하나님의 응답이 있기를 축복합니다.(40번째 완주자: 유덕렬 권사) ◆2019년 153감사대행진(추수감사주일까지) ※노트, 적금통은 자유롭게 가져가 주시고, 감사팔찌도 계속 착용바랍니다. ※감사엽서는 성도간에 마음을 표현하는 도구입니다. 각 성전 우편함에 넣으셔도 무방하며, '사랑의 우체부'가 직접, 혹은 개인헌금봉투꽂이를 통해 전해드립니다. ◆복음반 10주(주일설교)과정 완주자 7차 업데이트(8월 30일 현재) 궐동성전: 박국의 이규희 조영훈 최더규(총 363명) 세교성전: 박진 박은주 송경순 신인철 심선식 오원호 이수빈 (총 387명) ※오늘까지만 교회홈페이지에 업로드됩니다. ◆확신반(110기) 개강 · 일시: 오늘(1일) 오전 10시, 세교성전 5층 호크마세미나실 / 강사: 장순미 사모 · 문의 및 신청: 이주현 목사(010.9986.3619) ◆교회창립57주년기념음악제 · 일시: 22일(주) 저녁 7시 / 장소: 오산문화예술회관 ※순서지 기업광고 후원 신청받습니다. · 후원금: 1면(1/4사이즈) - 제작내용: 상호, 대표자, 전화번호 / 10일까지 마감. · 문의: 이광진(010.2227.9989), 김재국(010.9492.0955), 이주현(010.9986.3619) 목사 ◆정철영어성경학교 개강 · 개강: 20일(금)부터 매주 금요일 저녁 8시 30분, 16주간 / 교사가 필요합니다. · 문의 및 신청: 전예찬 전도사(010.4400.4252), 김선경 전도사(010.5601.1518) ◆신나는 토요학교 모집 및 개강 · 좋은나무성품학교(8주간) / 신청: 김솔미 전도사(010.4385.0719), 박윤희 전도사(010.5601.1518) 개강: 21일(토) 오전 10시 30분, 세교성전 5층 유치부실 / 대상: 5-7세 / 회비: 5만원 · 청소년제자학교(8주간) / 신청: 박경규 전도사(010.8348.1027), 이승원 전도사(010.5559.2554) 개강: 21일(토) 오후 5시, 궐동-비전관 3층 / 세교-지하 비전홀 ◆2019 터키성지순례 / 기도 바랍니다. · 8일(주)~14일(토) 5박 8일 / 27명 / 계시록 7교회, 괴레메, 테린쿠유, 갑바도키아 등 순례. · 담임목사님 추가 일정: 성지순례 후, 폴란드 카토비체 한인교회 부흥회 인도, 카토비체 오순절 교회 설교(15~18일 / 19일 귀국) ◆굿저널 9월호 및 매일성경 9,10월호 굿저널은 본당 로비와 1층 데스크에 비치되어 있습니다. 전도용으로 활용하시기 바랍니다. 매일성경은 각 성전 1층 사무실에서 구입(4,500원)하실 수 있습니다. 궐동성전 소식 ◆교인동정 · 별세: 故 유재성 성도(이명근 성도 남편) · 득손: 한상만(문선옥) 집사(한민덕, 박연희 집사) · 입원: 이광수 성도, 서울뉴찬병원 506호 · 입상: 이정현 학생(중1), 제26회 송암배 아마추어 골프선수권대회 여자부 우승 [622, 1092, 932, 2044]
ministry-column-page [0, 0, 594, 981]
news-heading: ◆2019 터키성지순례 / 기도 바랍니다. [622, 1758, 836, 1773]
news-body: · 개강: 20일(금)부터 매주 금요일 저녁 8시 30분, 16주간 / 교사가 필요합니다. · 문의 및 신청: 전예찬 전도사(010.4400.4252), 김선경 전도사(010.5601.1518) [622, 1572, 930, 1618]
news-heading: ◆오늘의 점심식사 [945, 1425, 1043, 1440]
list-item: 10월 26일 / 제20회 직장인조찬기도회 [945, 1563, 1130, 1576]
news-body: 궐동성전: 박국의 이규희 조영훈 최더규(총 363명) 세교성전: 박진 박은주 송경순 신인철 심선식 오원호 이수빈 (총 387명) ※오늘까지만 교회홈페이지에 업로드됩니다. [622, 1309, 924, 1355]
ministry-desc: 종합복지관, 장애인복지관, 노인복지관을 갖춘 세교지역의 복지타운 [759, 540, 892, 559]
ministry-desc: 장애 영·유아들을 위한 전문어린이집 [759, 826, 877, 835]
church-name: 오산침례교회 [1254, 305, 1332, 320]
ministry-photo [901, 435, 1038, 523]
news-heading: ◆교인동정 [945, 1337, 1003, 1353]
list-item: 박정규전도사(청소년부) [1638, 1349, 1730, 1360]
list-item: 김선경전도사(초등부) [1638, 1524, 1722, 1535]
table-row: 정세진 선교사 독일 드레스덴 이정(백미) 김미라 선교사 경기 평택 박인화 [21, 1765, 573, 1781]
table-row: 금향로 금요저녁 9:00 대예배실 유치부 주일오전 10:00 5층 유치부실 [946, 1832, 1185, 1861]
ministry-desc: 지역내 소외계층을 대상으로 다양한 복지사업을 운영하는 사회복지법인 [617, 540, 750, 559]
mission-statement: 사명선언문 Mission Statement 우리는 '교회다운 교회'의 회복을 위하여 출애굽기(생명구원 ●), 시편(예배회복 ●), 사도행전(제자양성 ●), 야고보서(신뢰구축 ▲), 요한계시록(미래선도 ★)의 가르침을 추구한다. [617, 224, 1180, 264]
column-panel [21, 86, 573, 959]
ministry-tel: 문의 070-4004-8350 [901, 846, 976, 854]
newcomers-table [1203, 1652, 1796, 1768]
news-body: · 일시: 22일(주) 저녁 7시 / 장소: 오산문화예술회관 ※순서지 기업광고 후원 신청받습니다. · 후원금: 1면(1/4사이즈) - 제작내용: 상호, 대표자, 전화번호 / 10일까지 마감. · 문의: 이광진(010.2227.9989), 김재국(010.9492.0955), 이주현(010.9986.3619) 목사 [622, 1462, 928, 1542]
column-paragraph: 어떤 여성도님은 20년간 떠나있던 신앙을 다시 찾고자 우리 교회를 나오셨는데, 본인의 신앙 회복 뿐 아니라, 세 자녀들까지도 함께 참여하여 기도함을 통해서 불신자인 남편도 꽤 감동을 받으셨단다. 할렐루야~ [41, 399, 552, 450]
ministry-name: 세교가족지원센터 [901, 528, 977, 540]
cover-slogan: 우리 교회는 하나님이 기뻐하시고 성도들이 행복해하며 세상이 감동하는 교회입니다 [1633, 17, 1785, 83]
list-item: · 입원: 이광수 성도, 서울뉴찬병원 506호 [622, 1996, 827, 2009]
news-body: · 4일(수) 오전 10시 30분, 지하 비전홀 [945, 1266, 1140, 1280]
ministry-desc: 다양한 가족프로그램을 통해 가정을 세우는 비영리단체 [901, 540, 1034, 559]
ministry-photo [901, 721, 1038, 809]
column-body [41, 147, 552, 811]
ministry-name: 세교복지타운 [759, 528, 816, 540]
list-item: 유덕렬권사(무료급식소) [1638, 1435, 1730, 1446]
news-heading: ◆정철영어성경학교 개강 [622, 1555, 756, 1571]
church-heading: 오산침례교회는 [617, 35, 743, 56]
table-row: 19-022 김민경 예배가 은혜로웠습니다. 19-052 윤경미 예배가 좋았습니다. [1203, 1685, 1796, 1702]
ministry-desc: 노인건강 증진과 여가 프로그램을 병행하는 어르신 전용목욕탕 [1043, 540, 1176, 559]
ministry-photo [1043, 721, 1180, 809]
news-body: · 6일(금) 오전 10시~오후 1시, 예그리나 카페 [945, 1310, 1176, 1324]
ministry-tel: 문의 031-647-0730 [1043, 560, 1113, 568]
